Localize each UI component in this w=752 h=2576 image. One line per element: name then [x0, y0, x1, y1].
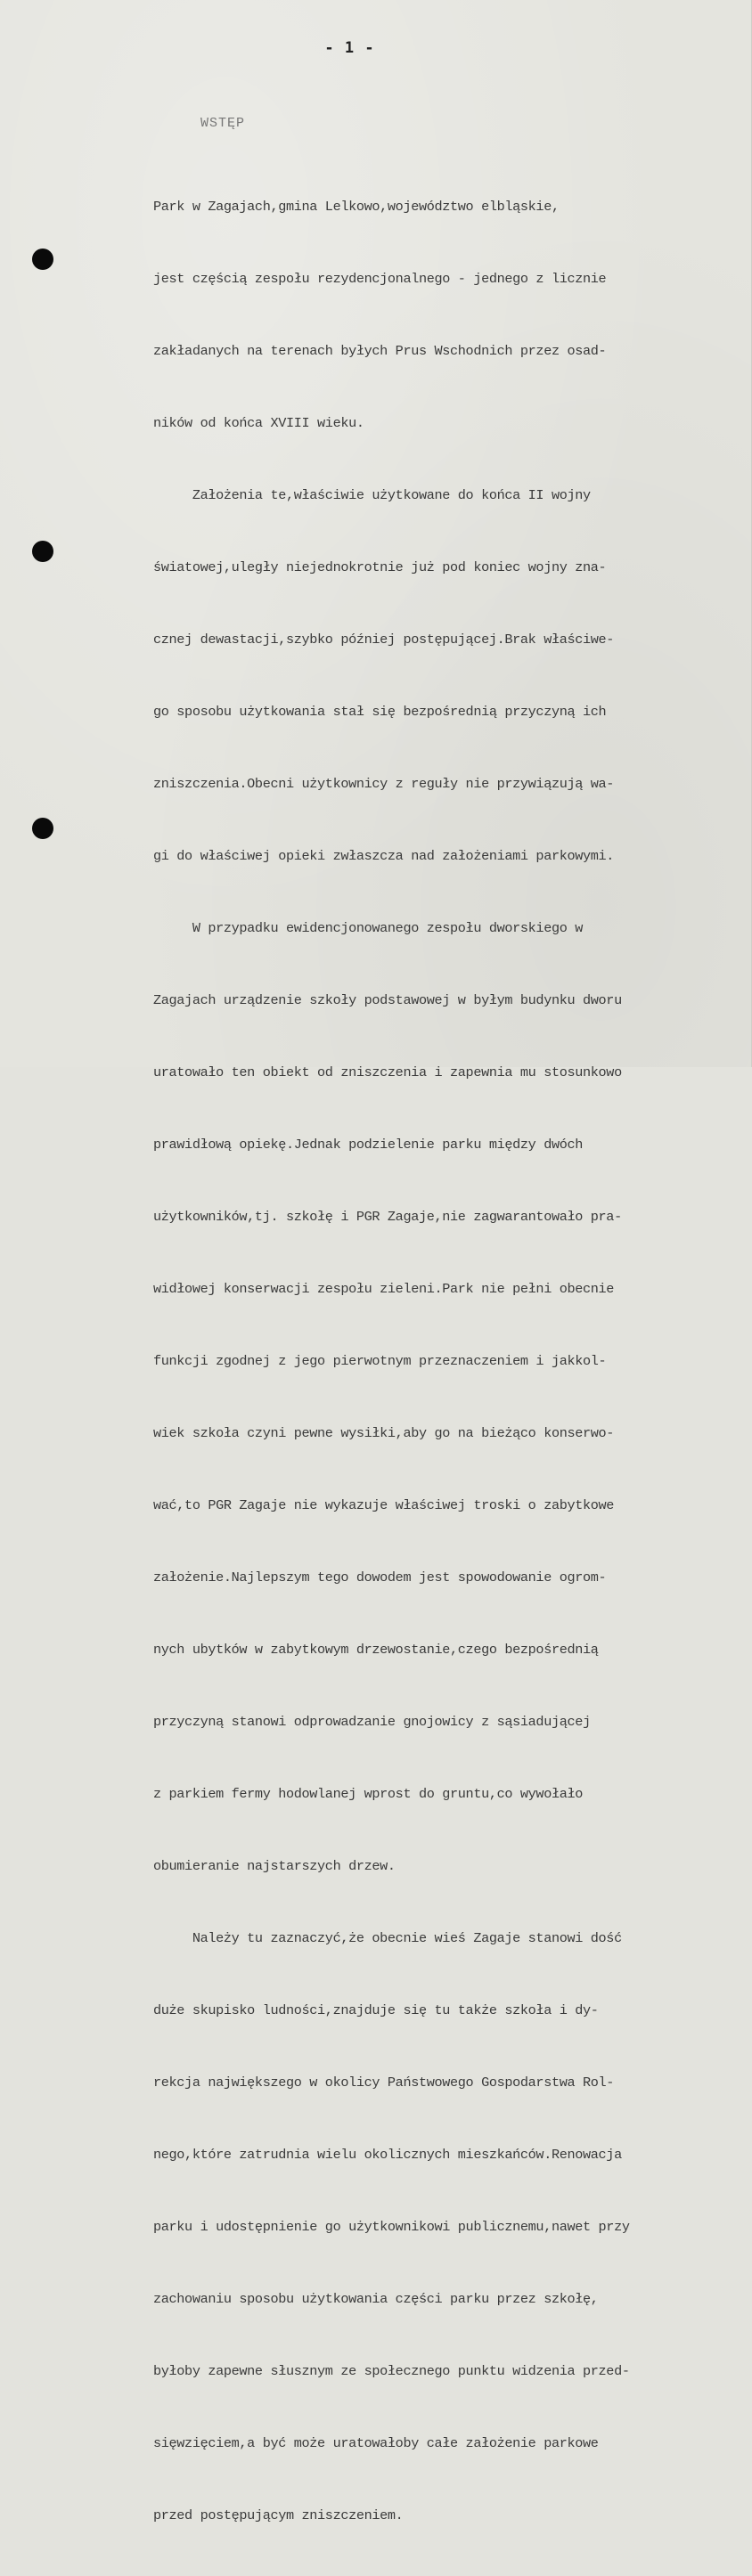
text-line: zakładanych na terenach byłych Prus Wschodnich przez osad-: [153, 343, 607, 359]
punch-hole-middle: [32, 541, 53, 562]
text-line: przyczyną stanowi odprowadzanie gnojowicy z sąsiadującej: [153, 1714, 591, 1730]
text-line: zachowaniu sposobu użytkowania części parku przez szkołę,: [153, 2291, 599, 2307]
text-line: nych ubytków w zabytkowym drzewostanie,czego bezpośrednią: [153, 1642, 599, 1658]
body-text: [153, 147, 723, 2576]
text-line: W przypadku ewidencjonowanego zespołu dworskiego w: [153, 920, 584, 936]
text-line: prawidłową opiekę.Jednak podzielenie parku między dwóch: [153, 1137, 584, 1153]
text-line: nego,które zatrudnia wielu okolicznych mieszkańców.Renowacja: [153, 2147, 622, 2163]
text-line: przed postępującym zniszczeniem.: [153, 2507, 404, 2523]
text-line: funkcji zgodnej z jego pierwotnym przeznaczeniem i jakkol-: [153, 1353, 607, 1369]
text-line: widłowej konserwacji zespołu zieleni.Park nie pełni obecnie: [153, 1281, 615, 1297]
section-heading: WSTĘP: [200, 116, 246, 131]
text-line: światowej,uległy niejednokrotnie już pod koniec wojny zna-: [153, 559, 607, 575]
page-number: - 1 -: [324, 39, 375, 57]
text-line: cznej dewastacji,szybko później postępującej.Brak właściwe-: [153, 632, 615, 648]
text-line: założenie.Najlepszym tego dowodem jest spowodowanie ogrom-: [153, 1569, 607, 1586]
text-line: uratowało ten obiekt od zniszczenia i zapewnia mu stosunkowo: [153, 1064, 622, 1080]
text-line: wać,to PGR Zagaje nie wykazuje właściwej troski o zabytkowe: [153, 1497, 615, 1513]
text-line: ników od końca XVIII wieku.: [153, 415, 364, 431]
text-line: Należy tu zaznaczyć,że obecnie wieś Zagaje stanowi dość: [153, 1930, 622, 1946]
text-line: gi do właściwej opieki zwłaszcza nad założeniami parkowymi.: [153, 848, 615, 864]
text-line: użytkowników,tj. szkołę i PGR Zagaje,nie zagwarantowało pra-: [153, 1209, 622, 1225]
text-line: wiek szkoła czyni pewne wysiłki,aby go na bieżąco konserwo-: [153, 1425, 615, 1441]
text-line: rekcja największego w okolicy Państwowego Gospodarstwa Rol-: [153, 2075, 615, 2091]
text-line: parku i udostępnienie go użytkownikowi publicznemu,nawet przy: [153, 2219, 630, 2235]
text-line: byłoby zapewne słusznym ze społecznego punktu widzenia przed-: [153, 2363, 630, 2379]
text-line: jest częścią zespołu rezydencjonalnego - jednego z licznie: [153, 271, 607, 287]
text-line: go sposobu użytkowania stał się bezpośrednią przyczyną ich: [153, 704, 607, 720]
text-line: z parkiem fermy hodowlanej wprost do gruntu,co wywołało: [153, 1786, 584, 1802]
text-line: obumieranie najstarszych drzew.: [153, 1858, 396, 1874]
text-line: zniszczenia.Obecni użytkownicy z reguły nie przywiązują wa-: [153, 776, 615, 792]
text-line: Zagajach urządzenie szkoły podstawowej w byłym budynku dworu: [153, 992, 622, 1008]
punch-hole-top: [32, 249, 53, 270]
text-line: Założenia te,właściwie użytkowane do końca II wojny: [153, 487, 591, 503]
text-line: duże skupisko ludności,znajduje się tu także szkoła i dy-: [153, 2002, 599, 2018]
text-line: sięwzięciem,a być może uratowałoby całe założenie parkowe: [153, 2435, 599, 2451]
punch-hole-bottom: [32, 818, 53, 839]
text-line: Park w Zagajach,gmina Lelkowo,województwo elbląskie,: [153, 199, 560, 215]
